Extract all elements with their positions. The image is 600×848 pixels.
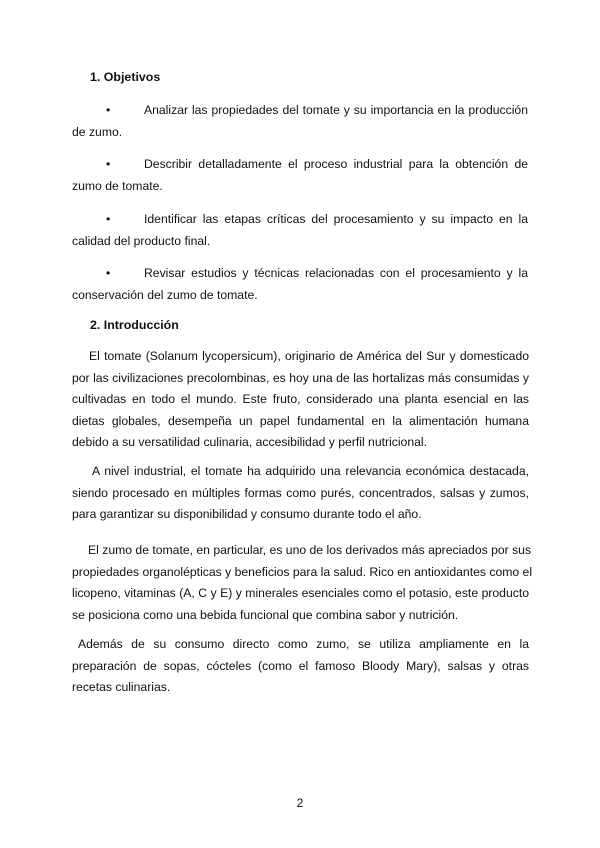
list-item [72, 208, 528, 252]
paragraph-line: A nivel industrial, el tomate ha adquirido una relevancia económica destacada, [92, 464, 529, 478]
paragraph-line: Además de su consumo directo como zumo, se utiliza ampliamente en la [78, 637, 529, 651]
bullet-icon: • [106, 103, 111, 117]
page-number: 2 [296, 796, 304, 810]
paragraph-line: preparación de sopas, cócteles (como el famoso Bloody Mary), salsas y otras [72, 658, 529, 673]
section-heading-introduccion: 2. Introducción [90, 318, 179, 332]
bullet-text-continuation: calidad del producto final. [72, 234, 211, 248]
paragraph-line: licopeno, vitaminas (A, C y E) y minerales esenciales como el potasio, este producto [72, 586, 529, 601]
bullet-text: Analizar las propiedades del tomate y su importancia en la producción [144, 103, 528, 117]
paragraph-line: El tomate (Solanum lycopersicum), originario de América del Sur y domesticado [89, 349, 529, 363]
paragraph-line: recetas culinarias. [72, 680, 171, 695]
paragraph-line: para garantizar su disponibilidad y consumo durante todo el año. [72, 507, 422, 522]
paragraph-line: cultivadas en todo el mundo. Este fruto, considerado una planta esencial en las [72, 392, 529, 407]
paragraph [72, 540, 533, 626]
paragraph [72, 634, 529, 699]
paragraph-line: El zumo de tomate, en particular, es uno de los derivados más apreciados por sus [88, 543, 532, 557]
bullet-text: Identificar las etapas críticas del procesamiento y su impacto en la [144, 212, 528, 226]
paragraph-line: propiedades organolépticas y beneficios para la salud. Rico en antioxidantes como el [72, 564, 533, 579]
bullet-text: Revisar estudios y técnicas relacionadas con el procesamiento y la [144, 266, 528, 280]
paragraph-line: se posiciona como una bebida funcional que combina sabor y nutrición. [72, 607, 459, 622]
bullet-icon: • [106, 266, 111, 280]
bullet-icon: • [106, 212, 111, 226]
list-item [72, 262, 528, 306]
list-item [72, 153, 528, 197]
paragraph-line: siendo procesado en múltiples formas como purés, concentrados, salsas y zumos, [72, 485, 529, 500]
bullet-text-continuation: zumo de tomate. [72, 179, 163, 193]
bullet-icon: • [106, 157, 111, 171]
paragraph-line: por las civilizaciones precolombinas, es hoy una de las hortalizas más consumidas y [72, 370, 529, 385]
bullet-text: Describir detalladamente el proceso industrial para la obtención de [144, 157, 528, 171]
bullet-text-continuation: de zumo. [72, 125, 123, 139]
paragraph-line: dietas globales, desempeña un papel fundamental en la alimentación humana [72, 413, 529, 428]
paragraph [72, 461, 529, 526]
bullet-text-continuation: conservación del zumo de tomate. [72, 288, 258, 302]
list-item [72, 99, 528, 143]
paragraph [72, 346, 529, 454]
section-heading-objetivos: 1. Objetivos [90, 70, 161, 84]
paragraph-line: debido a su versatilidad culinaria, accesibilidad y perfil nutricional. [72, 435, 427, 450]
